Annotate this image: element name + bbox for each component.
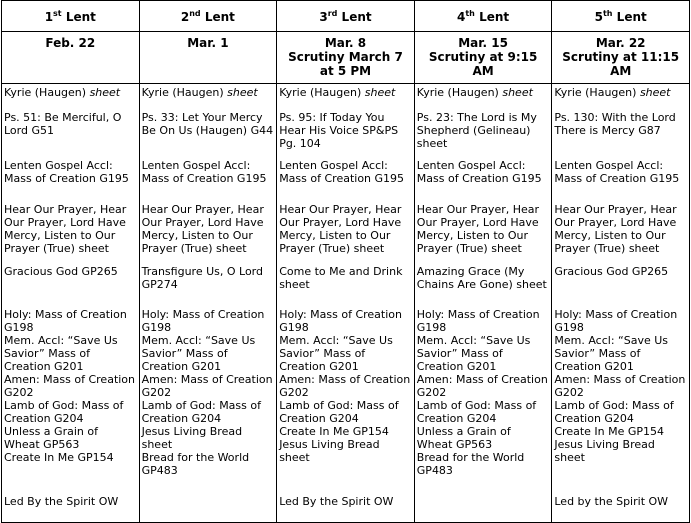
psalm: Ps. 51: Be Merciful, O Lord G51 — [4, 111, 122, 137]
kyrie-note: sheet — [502, 86, 533, 99]
music-row — [2, 84, 690, 523]
prayer: Hear Our Prayer, Hear Our Prayer, Lord Have Mercy, Listen to Our Prayer (True) sheet — [554, 203, 677, 255]
communion: Unless a Grain of Wheat GP563 Bread for the World GP483 — [416, 425, 525, 477]
gospel-acclamation: Lenten Gospel Accl: Mass of Creation G195 — [416, 159, 542, 185]
date-week-4: Mar. 15 Scrutiny at 9:15 AM — [414, 32, 552, 84]
kyrie-text: Kyrie (Haugen) — [554, 86, 640, 99]
date-week-1: Feb. 22 — [2, 32, 140, 84]
date-week-3: Mar. 8 Scrutiny March 7 at 5 PM — [277, 32, 415, 84]
mass-parts: Holy: Mass of Creation G198 Mem. Accl: “Save Us Savior” Mass of Creation G201 Amen: Mass of Creation G202 Lamb of God: Mass of Creation G204 — [279, 308, 411, 425]
header-num: 2 — [180, 9, 190, 24]
week-3-music — [277, 84, 415, 523]
header-label: Lent — [200, 9, 235, 24]
header-week-4 — [414, 1, 552, 32]
music-schedule-table — [1, 0, 690, 523]
kyrie-text: Kyrie (Haugen) — [416, 86, 503, 99]
prayer: Hear Our Prayer, Hear Our Prayer, Lord Have Mercy, Listen to Our Prayer (True) sheet — [416, 203, 540, 255]
psalm: Ps. 33: Let Your Mercy Be On Us (Haugen) G44 — [141, 111, 274, 137]
prayer: Hear Our Prayer, Hear Our Prayer, Lord Have Mercy, Listen to Our Prayer (True) sheet — [4, 203, 127, 255]
gospel-acclamation: Lenten Gospel Accl: Mass of Creation G195 — [4, 159, 129, 185]
week-2-music — [139, 84, 277, 523]
header-week-1 — [2, 1, 140, 32]
header-sup: nd — [189, 8, 201, 18]
header-sup: rd — [327, 8, 338, 18]
header-week-2 — [139, 1, 277, 32]
psalm: Ps. 130: With the Lord There is Mercy G87 — [554, 111, 676, 137]
header-label: Lent — [61, 9, 96, 24]
week-4-music — [414, 84, 552, 523]
gospel-acclamation: Lenten Gospel Accl: Mass of Creation G195 — [279, 159, 405, 185]
psalm: Ps. 95: If Today You Hear His Voice SP&PS Pg. 104 — [279, 111, 399, 150]
gospel-acclamation: Lenten Gospel Accl: Mass of Creation G195 — [554, 159, 680, 185]
communion: Jesus Living Bread sheet Bread for the World GP483 — [141, 425, 250, 477]
gospel-acclamation: Lenten Gospel Accl: Mass of Creation G195 — [141, 159, 267, 185]
communion: Create In Me GP154 Jesus Living Bread sheet — [279, 425, 389, 464]
mass-parts: Holy: Mass of Creation G198 Mem. Accl: “Save Us Savior” Mass of Creation G201 Amen: Mass of Creation G202 Lamb of God: Mass of Creation G204 — [141, 308, 273, 425]
kyrie — [554, 86, 687, 99]
gifts-song: Gracious God GP265 — [4, 265, 118, 278]
kyrie — [417, 86, 550, 99]
sending: Led By the Spirit OW — [279, 495, 394, 508]
communion: Create In Me GP154 Jesus Living Bread sheet — [554, 425, 665, 464]
sending: Led by the Spirit OW — [554, 495, 669, 508]
kyrie-note: sheet — [89, 86, 121, 99]
gifts-song: Come to Me and Drink sheet — [279, 265, 403, 291]
kyrie-note: sheet — [639, 86, 671, 99]
header-label: Lent — [612, 9, 647, 24]
kyrie-note: sheet — [364, 86, 396, 99]
kyrie — [4, 86, 137, 99]
sending: Led By the Spirit OW — [4, 495, 119, 508]
gifts-song: Transfigure Us, O Lord GP274 — [141, 265, 263, 291]
date-week-5: Mar. 22 Scrutiny at 11:15 AM — [552, 32, 690, 84]
gifts-song: Gracious God GP265 — [554, 265, 669, 278]
header-num: 4 — [457, 9, 466, 24]
mass-parts: Holy: Mass of Creation G198 Mem. Accl: “Save Us Savior” Mass of Creation G201 Amen: Mass of Creation G202 Lamb of God: Mass of Creation G204 — [554, 308, 686, 425]
kyrie-text: Kyrie (Haugen) — [141, 86, 228, 99]
header-sup: st — [53, 8, 62, 18]
header-sup: th — [602, 8, 613, 18]
psalm: Ps. 23: The Lord is My Shepherd (Gelineau) sheet — [416, 111, 537, 150]
week-1-music — [2, 84, 140, 523]
header-label: Lent — [337, 9, 372, 24]
gifts-song: Amazing Grace (My Chains Are Gone) sheet — [416, 265, 547, 291]
header-num: 5 — [594, 9, 603, 24]
header-num: 1 — [44, 9, 54, 24]
mass-parts: Holy: Mass of Creation G198 Mem. Accl: “Save Us Savior” Mass of Creation G201 Amen: Mass of Creation G202 Lamb of God: Mass of Creation G204 — [416, 308, 548, 425]
header-sup: th — [465, 8, 475, 18]
prayer: Hear Our Prayer, Hear Our Prayer, Lord Have Mercy, Listen to Our Prayer (True) sheet — [279, 203, 402, 255]
date-row — [2, 32, 690, 84]
kyrie-text: Kyrie (Haugen) — [4, 86, 90, 99]
header-num: 3 — [319, 9, 328, 24]
header-label: Lent — [474, 9, 510, 24]
header-week-5 — [552, 1, 690, 32]
communion: Unless a Grain of Wheat GP563 Create In Me GP154 — [4, 425, 114, 464]
header-row — [2, 1, 690, 32]
prayer: Hear Our Prayer, Hear Our Prayer, Lord Have Mercy, Listen to Our Prayer (True) sheet — [141, 203, 264, 255]
date-week-2: Mar. 1 — [139, 32, 277, 84]
kyrie-text: Kyrie (Haugen) — [279, 86, 365, 99]
kyrie-note: sheet — [227, 86, 258, 99]
mass-parts: Holy: Mass of Creation G198 Mem. Accl: “Save Us Savior” Mass of Creation G201 Amen: Mass of Creation G202 Lamb of God: Mass of Creation G204 — [4, 308, 136, 425]
kyrie — [279, 86, 412, 99]
header-week-3 — [277, 1, 415, 32]
kyrie — [142, 86, 275, 99]
week-5-music — [552, 84, 690, 523]
